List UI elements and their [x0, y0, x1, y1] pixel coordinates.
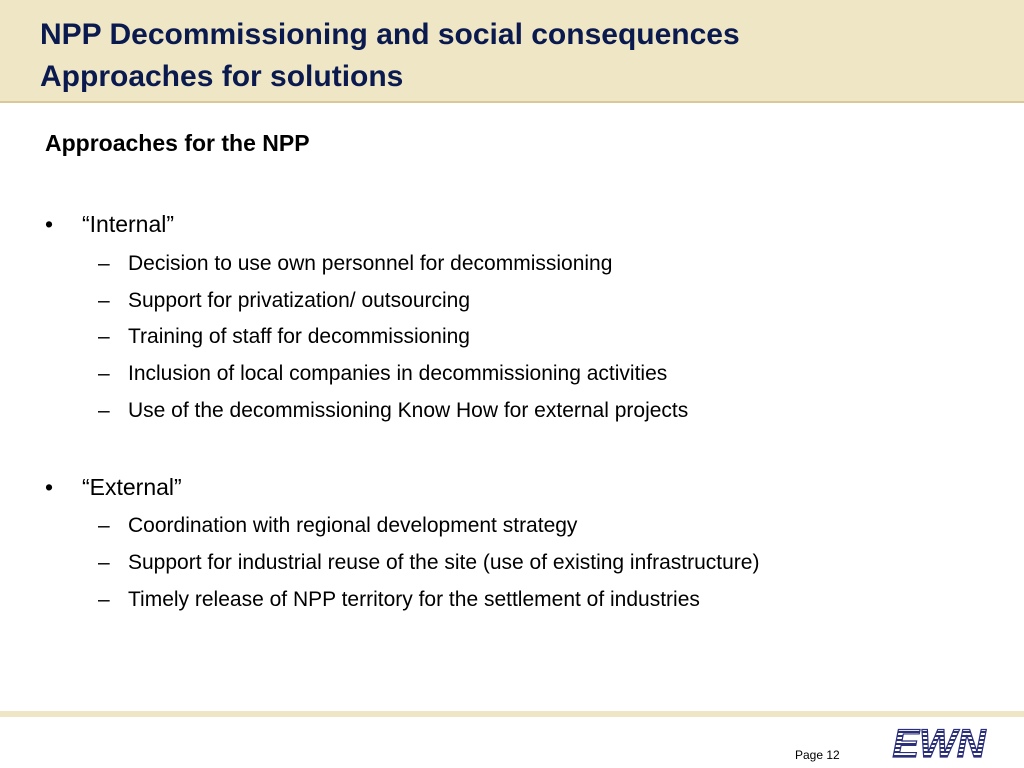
sub-item-text: Decision to use own personnel for decommissioning — [128, 252, 613, 275]
bullet-label: “External” — [82, 474, 182, 500]
sub-item-text: Timely release of NPP territory for the settlement of industries — [128, 588, 700, 611]
sub-item — [98, 512, 577, 540]
section-heading: Approaches for the NPP — [45, 130, 310, 156]
dash-glyph: – — [98, 289, 110, 312]
bullet-glyph: • — [45, 211, 54, 237]
sub-item — [98, 323, 470, 351]
dash-glyph: – — [98, 325, 110, 348]
ewn-logo-graphic — [884, 723, 994, 763]
sub-item-text: Use of the decommissioning Know How for external projects — [128, 399, 689, 422]
page-number: Page 12 — [795, 748, 840, 762]
slide-title-line-2: Approaches for solutions — [40, 60, 404, 93]
dash-glyph: – — [98, 588, 110, 611]
bullet-label: “Internal” — [82, 211, 175, 237]
slide-title-line-1: NPP Decommissioning and social consequences — [40, 18, 740, 51]
title-band — [0, 0, 1024, 103]
dash-glyph: – — [98, 362, 110, 385]
sub-item-text: Training of staff for decommissioning — [128, 325, 470, 348]
dash-glyph: – — [98, 551, 110, 574]
sub-item-text: Support for privatization/ outsourcing — [128, 289, 471, 312]
sub-item — [98, 287, 470, 315]
sub-item — [98, 549, 759, 577]
ewn-logo — [884, 723, 994, 763]
dash-glyph: – — [98, 514, 110, 537]
logo-text: EWN — [892, 723, 986, 763]
sub-item — [98, 360, 667, 388]
sub-item-text: Support for industrial reuse of the site (use of existing infrastructure) — [128, 551, 760, 574]
sub-item — [98, 397, 688, 425]
dash-glyph: – — [98, 252, 110, 275]
bullet-glyph: • — [45, 474, 54, 500]
sub-item — [98, 250, 612, 278]
bullet-internal — [45, 209, 174, 239]
footer-divider — [0, 711, 1024, 717]
dash-glyph: – — [98, 399, 110, 422]
bullet-external — [45, 472, 182, 502]
sub-item — [98, 586, 700, 614]
sub-item-text: Inclusion of local companies in decommissioning activities — [128, 362, 668, 385]
sub-item-text: Coordination with regional development strategy — [128, 514, 578, 537]
